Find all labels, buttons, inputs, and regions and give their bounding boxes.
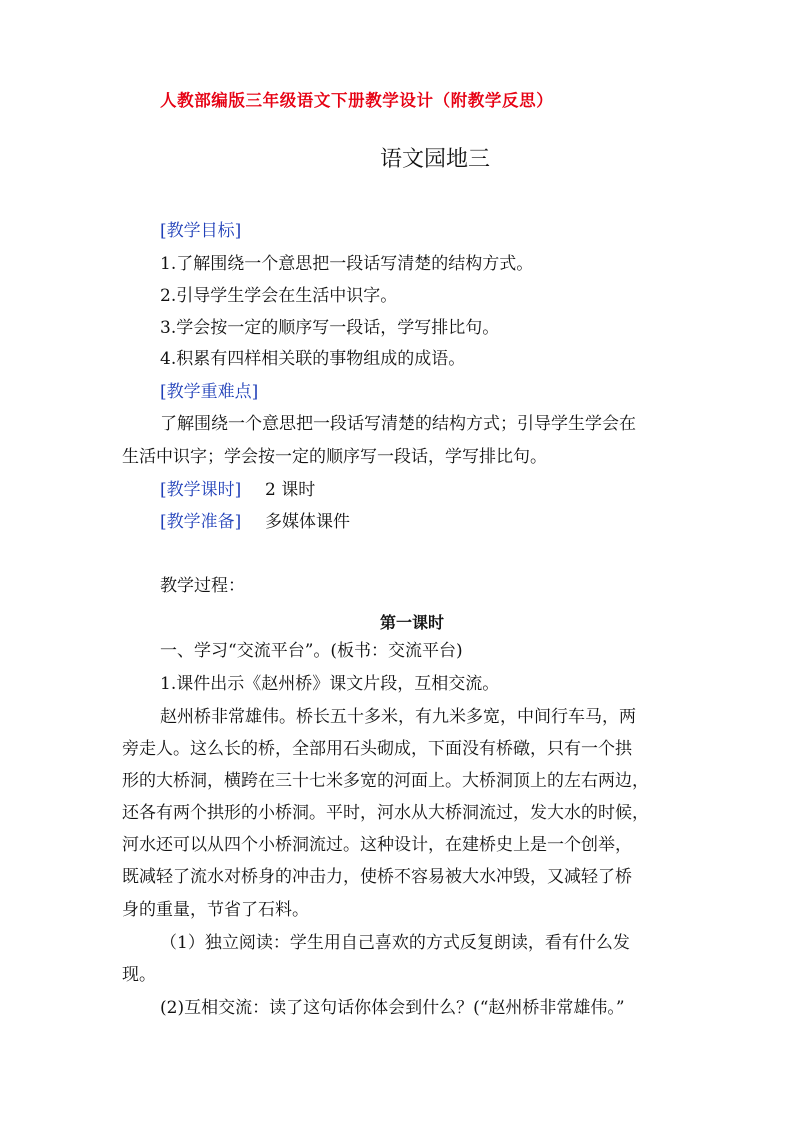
key-points-text: 生活中识字；学会按一定的顺序写一段话，学写排比句。 <box>122 447 547 467</box>
key-points-text: 了解围绕一个意思把一段话写清楚的结构方式；引导学生学会在 <box>160 414 636 434</box>
passage-line: 形的大桥洞，横跨在三十七米多宽的河面上。大桥洞顶上的左右两边， <box>122 771 649 791</box>
class-hours-label: [教学课时] <box>160 480 242 500</box>
process-label: 教学过程： <box>160 576 245 596</box>
class-hours-value: 2 课时 <box>265 480 316 500</box>
passage-line: 赵州桥非常雄伟。桥长五十多米，有九米多宽，中间行车马，两 <box>160 707 636 727</box>
step-item: 1.课件出示《赵州桥》课文片段，互相交流。 <box>160 674 500 694</box>
passage-line: 还各有两个拱形的小桥洞。平时，河水从大桥洞流过，发大水的时候， <box>122 803 649 823</box>
preparation-label: [教学准备] <box>160 512 242 532</box>
sub-step-text: (2)互相交流：读了这句话你体会到什么？(“赵州桥非常雄伟。” <box>160 998 625 1018</box>
lesson-heading: 第一课时 <box>380 613 445 632</box>
objective-item: 3.学会按一定的顺序写一段话，学写排比句。 <box>160 318 500 338</box>
objective-item: 2.引导学生学会在生活中识字。 <box>160 286 398 306</box>
page-title: 语文园地三 <box>380 147 491 172</box>
sub-step-text: 现。 <box>122 965 156 985</box>
passage-line: 身的重量，节省了石料。 <box>122 900 309 920</box>
passage-line: 旁走人。这么长的桥，全部用石头砌成，下面没有桥礅，只有一个拱 <box>122 739 632 759</box>
sub-step-text: （1）独立阅读：学生用自己喜欢的方式反复朗读，看有什么发 <box>160 933 630 953</box>
step-heading: 一、学习“交流平台”。(板书：交流平台) <box>160 641 463 661</box>
objective-item: 1.了解围绕一个意思把一段话写清楚的结构方式。 <box>160 254 534 274</box>
document-red-title: 人教部编版三年级语文下册教学设计（附教学反思） <box>160 91 554 110</box>
passage-line: 既减轻了流水对桥身的冲击力，使桥不容易被大水冲毁，又减轻了桥 <box>122 867 632 887</box>
key-points-label: [教学重难点] <box>160 382 259 402</box>
objective-item: 4.积累有四样相关联的事物组成的成语。 <box>160 349 466 369</box>
preparation-value: 多媒体课件 <box>265 512 350 532</box>
objectives-label: [教学目标] <box>160 221 242 241</box>
passage-line: 河水还可以从四个小桥洞流过。这种设计，在建桥史上是一个创举， <box>122 835 632 855</box>
